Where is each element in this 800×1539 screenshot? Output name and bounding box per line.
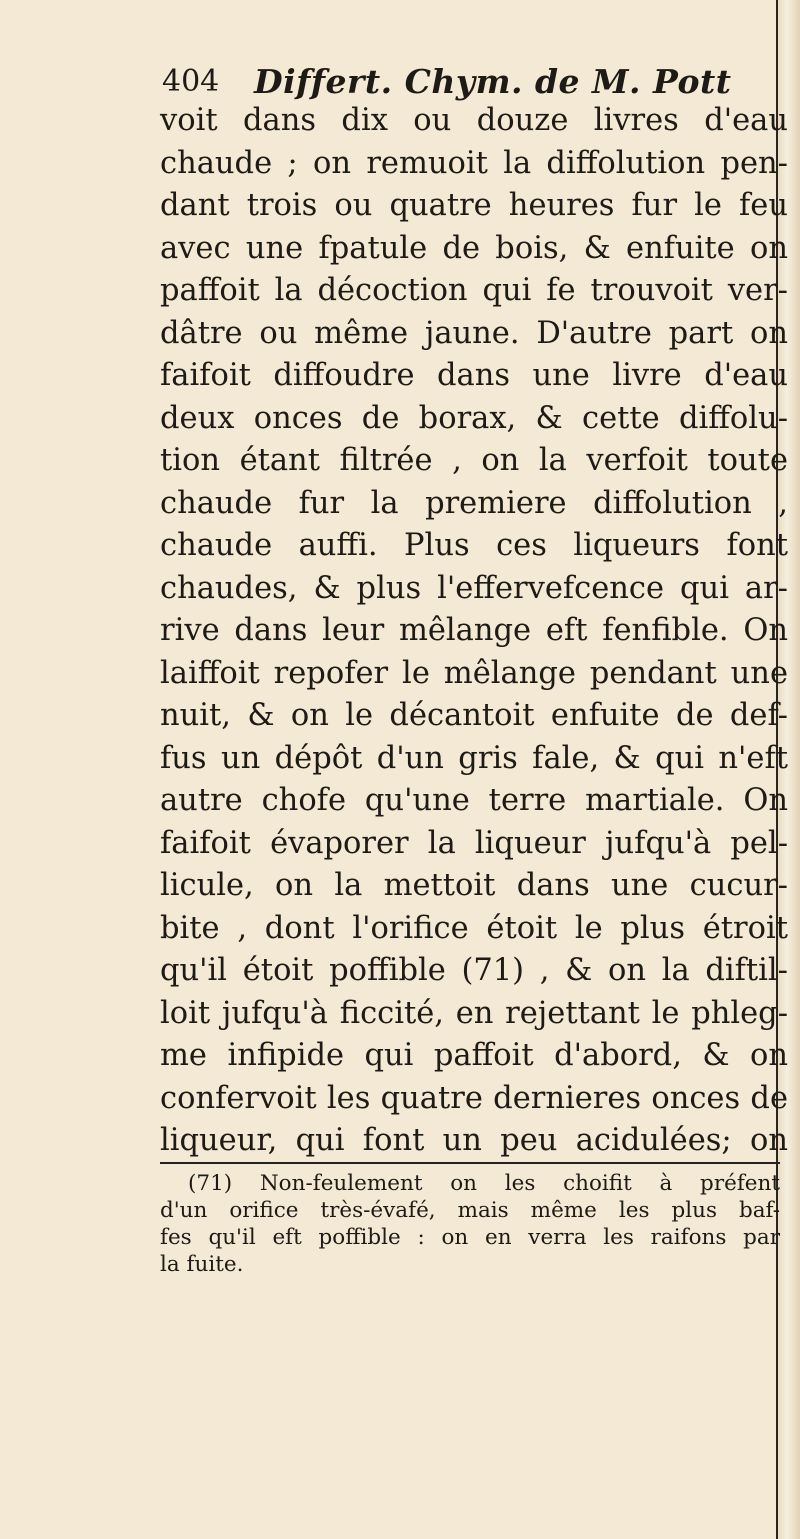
body-text: [160, 100, 788, 1163]
footnote-rule: [160, 1162, 780, 1164]
text-line: chaude auffi. Plus ces liqueurs font: [160, 528, 788, 563]
text-line: autre chofe qu'une terre martiale. On: [160, 783, 788, 818]
page-number: 404: [162, 64, 220, 99]
text-line: confervoit les quatre dernieres onces de: [160, 1080, 788, 1116]
text-line: qu'il étoit poffible (71) , & on la diftil-: [160, 953, 788, 988]
footnote: [160, 1170, 780, 1278]
text-line: faifoit diffoudre dans une livre d'eau: [160, 358, 788, 393]
text-line: chaudes, & plus l'effervefcence qui ar-: [160, 570, 788, 606]
footnote-line: la fuite.: [160, 1252, 244, 1277]
text-line: loit jufqu'à ficcité, en rejettant le phleg-: [160, 995, 788, 1031]
footnote-line: fes qu'il eft poffible : on en verra les raifons par: [160, 1225, 780, 1250]
text-line: bite , dont l'orifice étoit le plus étroit: [160, 910, 788, 946]
text-line: chaude ; on remuoit la diffolution pen-: [160, 145, 788, 181]
text-line: nuit, & on le décantoit enfuite de def-: [160, 698, 788, 733]
text-line: me infipide qui paffoit d'abord, & on: [160, 1038, 788, 1073]
text-line: chaude fur la premiere diffolution ,: [160, 485, 788, 521]
text-line: dâtre ou même jaune. D'autre part on: [160, 315, 788, 351]
text-line: tion étant filtrée , on la verfoit toute: [160, 443, 788, 478]
footnote-line: (71) Non-feulement on les choifit à préfent: [188, 1171, 780, 1196]
text-line: paffoit la décoction qui fe trouvoit ver-: [160, 273, 788, 308]
text-line: avec une fpatule de bois, & enfuite on: [160, 230, 788, 266]
text-line: faifoit évaporer la liqueur jufqu'à pel-: [160, 825, 788, 861]
text-line: laiffoit repofer le mêlange pendant une: [160, 655, 788, 691]
text-line: licule, on la mettoit dans une cucur-: [160, 868, 788, 903]
running-title: Differt. Chym. de M. Pott: [254, 62, 732, 101]
text-line: liqueur, qui font un peu acidulées; on: [160, 1123, 788, 1158]
text-line: voit dans dix ou douze livres d'eau: [160, 103, 788, 138]
text-line: deux onces de borax, & cette diffolu-: [160, 400, 788, 436]
running-header: [162, 62, 788, 104]
text-line: rive dans leur mêlange eft fenfible. On: [160, 613, 788, 648]
footnote-line: d'un orifice très-évafé, mais même les plus baf-: [160, 1198, 780, 1223]
text-line: dant trois ou quatre heures fur le feu: [160, 188, 788, 223]
text-line: fus un dépôt d'un gris fale, & qui n'eft: [160, 740, 788, 776]
